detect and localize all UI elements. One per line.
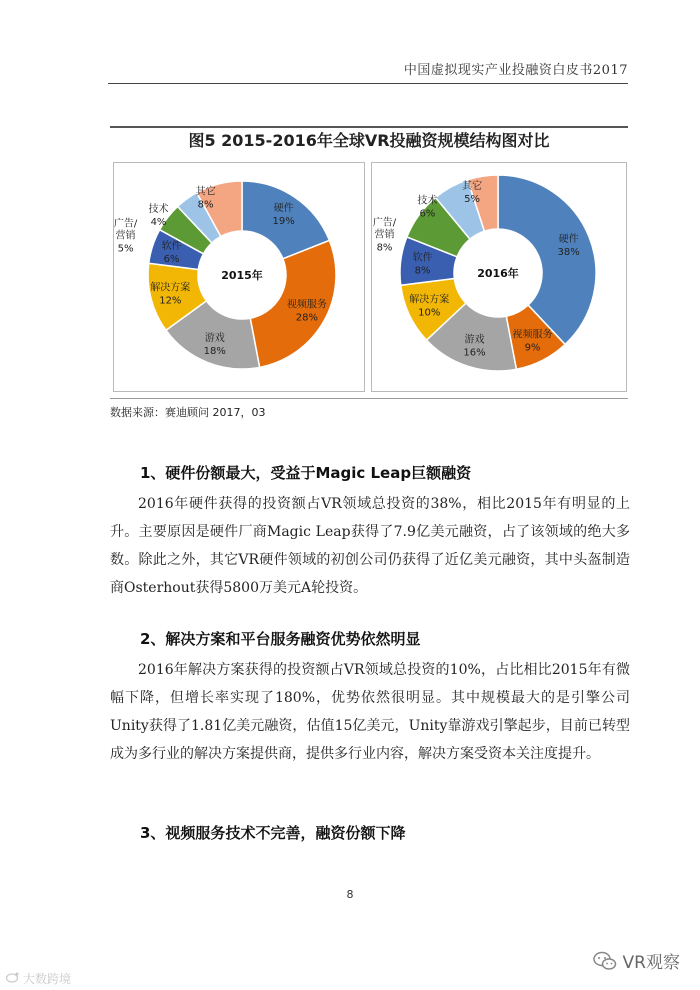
donut-chart-2016-svg (372, 163, 626, 391)
figure-title: 图5 2015-2016年全球VR投融资规模结构图对比 (188, 131, 550, 150)
slice-label-6: 广告/营销 5% (114, 218, 138, 255)
section-body-1: 2016年硬件获得的投资额占VR领域总投资的38%，相比2015年有明显的上升。主要原因是硬件厂商Magic Leap获得了7.9亿美元融资，占了该领域的绝大多数。除此之外，其它VR硬件领域的初创公司仍获得了近亿美元融资，其中头盔制造商Osterhout获得5800万美元A轮投资。 (110, 496, 630, 596)
watermark-left (6, 970, 71, 987)
slice-label-3: 游戏 16% (463, 334, 486, 359)
donut-center-label: 2016年 (477, 267, 519, 280)
slice-label-7: 技术 4% (148, 204, 169, 229)
watermark-left-text: 大数跨境 (23, 972, 72, 986)
header-rule (108, 83, 628, 84)
slice-label-4: 解决方案 10% (409, 294, 450, 319)
running-header: 中国虚拟现实产业投融资白皮书2017 (403, 63, 628, 78)
slice-label-8: 其它 5% (462, 180, 483, 205)
figure-source-note: 数据来源：赛迪顾问 2017，03 (110, 406, 266, 419)
slice-label-1: 硬件 38% (557, 234, 580, 259)
slice-label-6: 广告/营销 8% (372, 217, 397, 254)
section-heading-2: 2、解决方案和平台服务融资优势依然明显 (140, 630, 421, 648)
page-number: 8 (346, 888, 354, 901)
slice-label-5: 软件 8% (412, 252, 433, 277)
section-body-2: 2016年解决方案获得的投资额占VR领域总投资的10%，占比相比2015年有微幅下降，但增长率实现了180%，优势依然很明显。其中规模最大的是引擎公司Unity获得了1.81亿美元融资，估值15亿美元，Unity靠游戏引擎起步，目前已转型成为多行业的解决方案提供商，提供多行业内容，解决方案受资本关注度提升。 (110, 662, 630, 762)
slice-label-2: 视频服务 9% (512, 329, 553, 354)
donut-chart-2015-svg (114, 163, 364, 391)
weibo-icon (6, 971, 20, 986)
donut-chart-2015 (113, 162, 365, 392)
figure-bottom-rule (110, 398, 628, 399)
wechat-icon (593, 951, 617, 971)
watermark-right (593, 948, 680, 973)
slice-label-3: 游戏 18% (203, 332, 226, 357)
donut-chart-2016 (371, 162, 627, 392)
slice-label-2: 视频服务 28% (286, 299, 327, 324)
slice-label-1: 硬件 19% (272, 202, 295, 227)
slice-label-8: 其它 8% (195, 186, 216, 211)
slice-label-5: 软件 6% (161, 241, 182, 266)
section-heading-3: 3、视频服务技术不完善，融资份额下降 (140, 824, 406, 842)
slice-label-7: 技术 6% (417, 195, 438, 220)
donut-center-label: 2015年 (221, 269, 263, 282)
watermark-right-text: VR观察 (622, 953, 680, 973)
slice-label-4: 解决方案 12% (150, 282, 191, 307)
section-heading-1: 1、硬件份额最大，受益于Magic Leap巨额融资 (140, 464, 472, 482)
